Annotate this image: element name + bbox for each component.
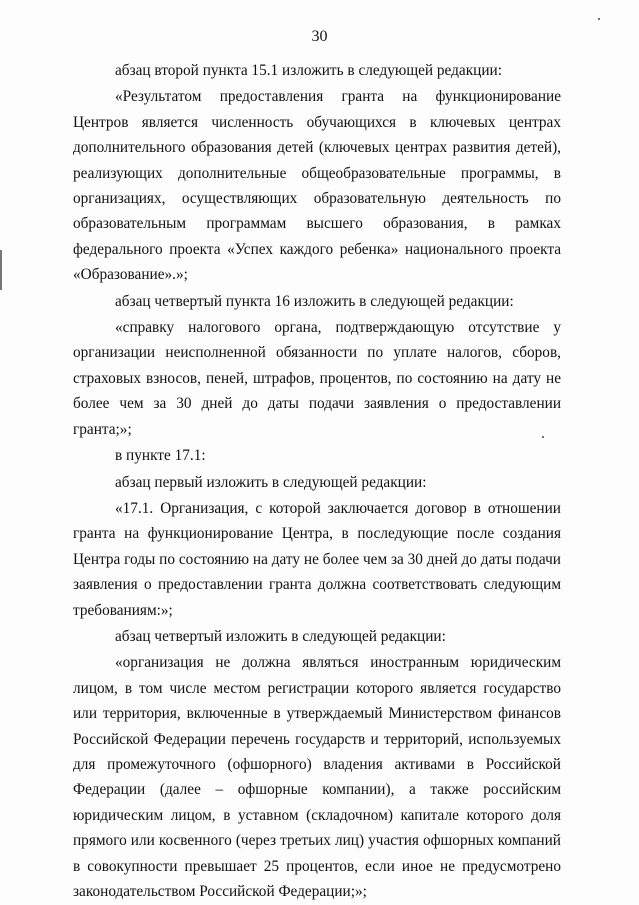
paragraph: в пункте 17.1: bbox=[115, 447, 206, 465]
page-number: 30 bbox=[311, 28, 328, 45]
paragraph: абзац первый изложить в следующей редакции: bbox=[115, 473, 427, 491]
paragraph: «Результатом предоставления гранта на функционирование Центров является численность обучающихся в ключевых центрах дополнительного образования детей (ключевых центрах развития детей), реализующих дополнительные общеобразовательные программы, в организациях, осуществляющих образовательную деятельность по образовательным программам высшего образования, в рамках федерального проекта «Успех каждого ребенка» национального проекта «Образование».»; bbox=[73, 88, 561, 284]
scan-edge-mark bbox=[0, 250, 2, 290]
paragraph: «17.1. Организация, с которой заключается договор в отношении гранта на функционирование Центра, в последующие после создания Центра годы по состоянию на дату не более чем за 30 дней до даты подачи заявления о предоставлении гранта должна соответствовать следующим требованиям:»; bbox=[73, 499, 561, 619]
paragraph: «справку налогового органа, подтверждающую отсутствие у организации неисполненной обязанности по уплате налогов, сборов, страховых взносов, пеней, штрафов, процентов, по состоянию на дату не более чем за 30 дней до даты подачи заявления о предоставлении гранта;»; bbox=[73, 319, 561, 438]
paragraph: абзац четвертый изложить в следующей редакции: bbox=[115, 627, 446, 645]
paragraph: абзац четвертый пункта 16 изложить в следующей редакции: bbox=[115, 292, 514, 310]
paragraph: абзац второй пункта 15.1 изложить в следующей редакции: bbox=[115, 62, 502, 79]
scan-speck bbox=[598, 18, 600, 20]
paragraph: «организация не должна являться иностранным юридическим лицом, в том числе местом регистрации которого является государство или территория, включенные в утверждаемый Министерством финансов Российской Федерации перечень государств и территорий, используемых для промежуточного (офшорного) владения активами в Российской Федерации (далее – офшорные компании), а также российским юридическим лицом, в уставном (складочном) капитале которого доля прямого или косвенного (через третьих лиц) участия офшорных компаний в совокупности превышает 25 процентов, если иное не предусмотрено законодательством Российской Федерации;»; bbox=[73, 654, 561, 900]
document-body bbox=[73, 58, 561, 904]
